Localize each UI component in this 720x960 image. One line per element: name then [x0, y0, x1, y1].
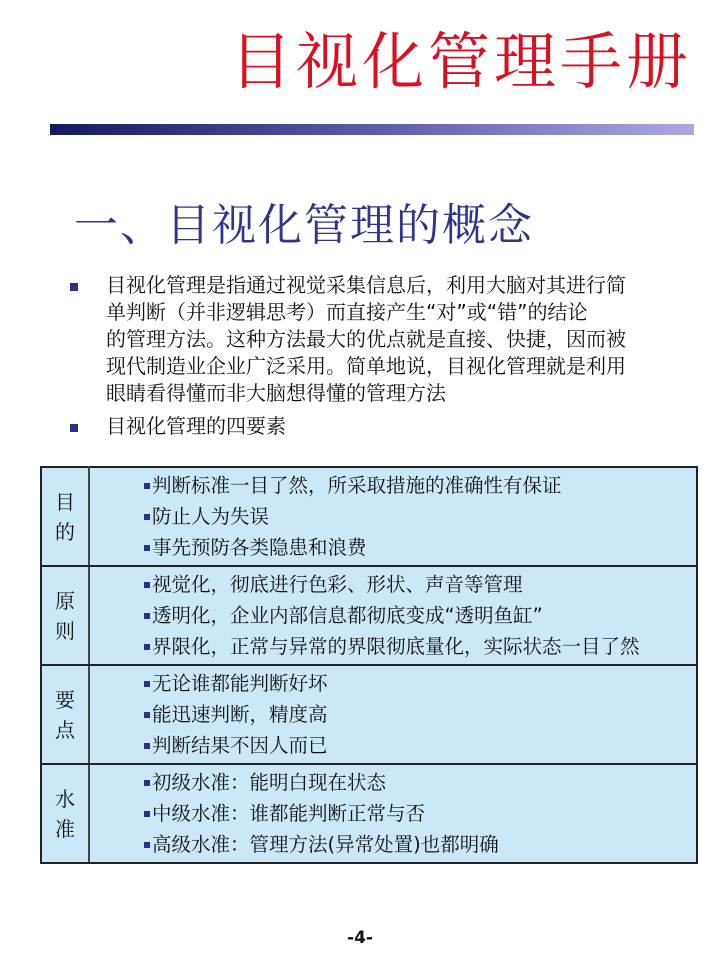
list-item — [146, 668, 696, 699]
list-item — [146, 569, 696, 600]
row-items — [89, 764, 697, 863]
row-label-char: 的 — [55, 519, 75, 544]
bullet-square-icon — [144, 644, 150, 650]
row-label — [41, 566, 89, 665]
bullet-square-icon — [144, 514, 150, 520]
bullet-square-icon — [144, 842, 150, 848]
row-label-char: 点 — [55, 717, 75, 742]
list-item-text: 防止人为失误 — [152, 505, 270, 528]
row-label — [41, 467, 89, 566]
bullet-square-icon — [70, 424, 78, 432]
list-item-text: 无论谁都能判断好坏 — [152, 672, 328, 695]
paragraph-line: 现代制造业企业广泛采用。简单地说，目视化管理就是利用 — [106, 354, 626, 378]
list-item — [146, 532, 696, 563]
row-label-char: 要 — [55, 687, 75, 712]
row-label — [41, 665, 89, 764]
bullet-square-icon — [144, 780, 150, 786]
table-row — [41, 467, 697, 566]
section-heading: 一、目视化管理的概念 — [74, 200, 534, 251]
list-item-text: 中级水准：谁都能判断正常与否 — [152, 802, 426, 825]
row-items — [89, 566, 697, 665]
row-items — [89, 665, 697, 764]
list-item — [146, 699, 696, 730]
table-row — [41, 665, 697, 764]
document-title: 目视化管理手册 — [229, 25, 692, 98]
list-item — [146, 829, 696, 860]
list-item — [146, 767, 696, 798]
paragraph-line: 单判断（并非逻辑思考）而直接产生“对”或“错”的结论 — [106, 300, 588, 324]
list-item-text: 判断标准一目了然，所采取措施的准确性有保证 — [152, 474, 562, 497]
bullet-square-icon — [144, 582, 150, 588]
list-item — [146, 631, 696, 662]
bullet-square-icon — [144, 811, 150, 817]
table-row — [41, 566, 697, 665]
list-item — [146, 798, 696, 829]
list-item-text: 初级水准：能明白现在状态 — [152, 771, 387, 794]
list-item-text: 视觉化，彻底进行色彩、形状、声音等管理 — [152, 573, 523, 596]
list-item — [146, 600, 696, 631]
row-items — [89, 467, 697, 566]
row-label-char: 准 — [55, 816, 75, 841]
bullet-square-icon — [70, 283, 78, 291]
list-item-text: 能迅速判断，精度高 — [152, 703, 328, 726]
four-elements-table — [40, 466, 698, 864]
paragraph-line: 的管理方法。这种方法最大的优点就是直接、快捷，因而被 — [106, 327, 626, 351]
paragraph-line: 目视化管理是指通过视觉采集信息后，利用大脑对其进行简 — [106, 273, 626, 297]
list-item — [146, 730, 696, 761]
paragraph-line: 眼睛看得懂而非大脑想得懂的管理方法 — [106, 381, 446, 405]
bullet-square-icon — [144, 483, 150, 489]
list-item — [146, 470, 696, 501]
row-label-char: 原 — [55, 588, 75, 613]
bullet-square-icon — [144, 613, 150, 619]
table-row — [41, 764, 697, 863]
list-item-text: 判断结果不因人而已 — [152, 734, 328, 757]
bullet-square-icon — [144, 743, 150, 749]
row-label — [41, 764, 89, 863]
page-number: -4- — [347, 928, 373, 948]
four-elements-label: 目视化管理的四要素 — [106, 414, 286, 438]
bullet-square-icon — [144, 545, 150, 551]
list-item-text: 透明化，企业内部信息都彻底变成“透明鱼缸” — [152, 604, 543, 627]
row-label-char: 目 — [55, 489, 75, 514]
row-label-char: 则 — [55, 618, 75, 643]
list-item-text: 高级水准：管理方法(异常处置)也都明确 — [152, 833, 499, 856]
list-item-text: 事先预防各类隐患和浪费 — [152, 536, 367, 559]
bullet-square-icon — [144, 681, 150, 687]
list-item-text: 界限化，正常与异常的界限彻底量化，实际状态一目了然 — [152, 635, 640, 658]
list-item — [146, 501, 696, 532]
title-divider-bar — [50, 124, 694, 135]
definition-paragraph — [106, 272, 666, 407]
row-label-char: 水 — [55, 786, 75, 811]
bullet-square-icon — [144, 712, 150, 718]
